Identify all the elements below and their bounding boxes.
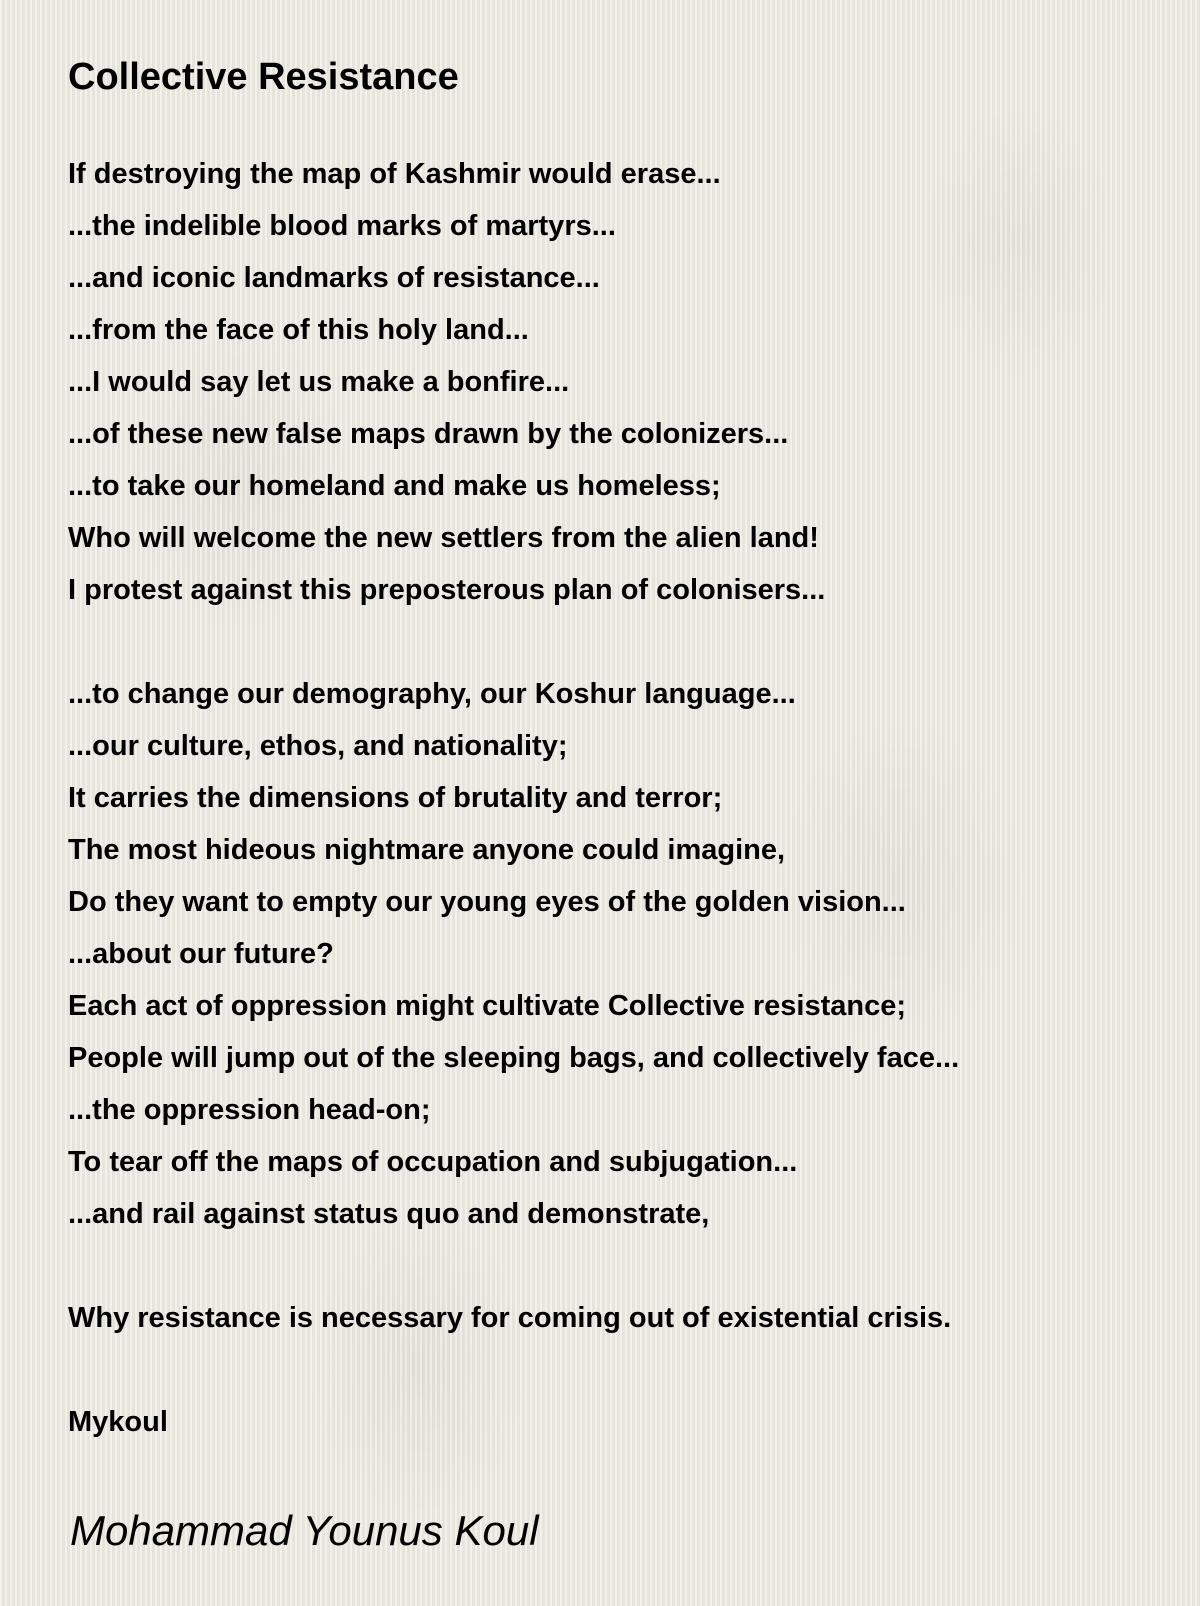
poem-line: Who will welcome the new settlers from the alien land!: [68, 522, 819, 554]
poem-line: The most hideous nightmare anyone could imagine,: [68, 834, 786, 866]
stanza-1: [68, 148, 1168, 616]
poem-line: It carries the dimensions of brutality and terror;: [68, 782, 723, 814]
poem-line: Why resistance is necessary for coming out of existential crisis.: [68, 1302, 952, 1334]
poem-line: If destroying the map of Kashmir would erase...: [68, 158, 721, 190]
poem-line: Do they want to empty our young eyes of the golden vision...: [68, 886, 906, 918]
poem-body: [68, 148, 1168, 1448]
stanza-3: [68, 1292, 1168, 1344]
poem-line: ...about our future?: [68, 938, 334, 970]
poem-line: ...of these new false maps drawn by the colonizers...: [68, 418, 789, 450]
poem-line: ...and iconic landmarks of resistance...: [68, 262, 600, 294]
poem-line: To tear off the maps of occupation and subjugation...: [68, 1146, 798, 1178]
poem-line: ...the oppression head-on;: [68, 1094, 431, 1126]
poem-line: Each act of oppression might cultivate Collective resistance;: [68, 990, 907, 1022]
poem-line: ...the indelible blood marks of martyrs...: [68, 210, 616, 242]
stanza-2: [68, 668, 1168, 1240]
poem-line: ...from the face of this holy land...: [68, 314, 529, 346]
poem-line: ...to take our homeland and make us homeless;: [68, 470, 721, 502]
poem-line: ...and rail against status quo and demonstrate,: [68, 1198, 710, 1230]
author-name: Mohammad Younus Koul: [70, 1507, 539, 1554]
poem-page: [68, 52, 1168, 1448]
poem-line: ...our culture, ethos, and nationality;: [68, 730, 568, 762]
poem-line: I protest against this preposterous plan of colonisers...: [68, 574, 826, 606]
poem-line: People will jump out of the sleeping bags, and collectively face...: [68, 1042, 960, 1074]
poem-signature: Mykoul: [68, 1406, 168, 1438]
poem-title: Collective Resistance: [68, 56, 459, 98]
poem-line: ...I would say let us make a bonfire...: [68, 366, 570, 398]
poem-line: ...to change our demography, our Koshur language...: [68, 678, 796, 710]
